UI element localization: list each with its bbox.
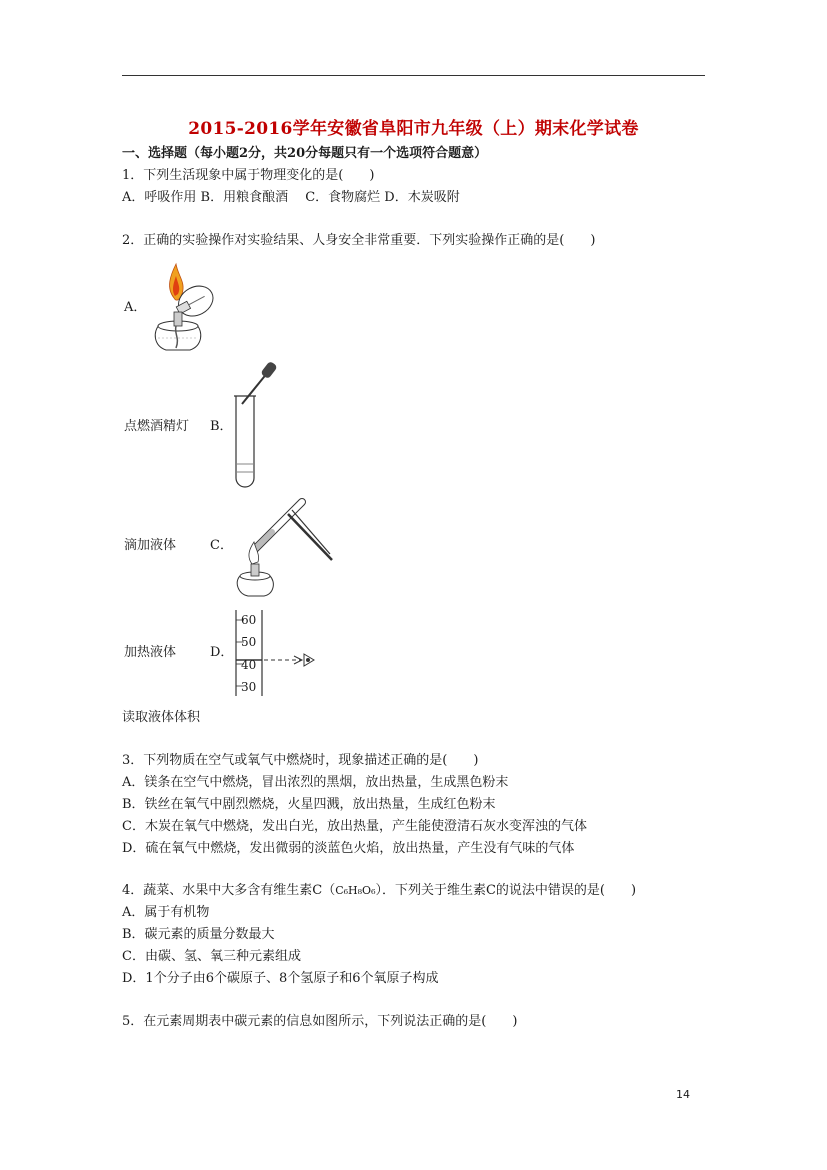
alcohol-lamp-lighting-image — [144, 262, 224, 354]
q2-option-d-caption: 读取液体体积 — [122, 710, 201, 725]
q4-option-b: B．碳元素的质量分数最大 — [122, 927, 275, 942]
q2-stem: 2．正确的实验操作对实验结果、人身安全非常重要．下列实验操作正确的是( ) — [122, 233, 596, 248]
exam-title: 2015-2016学年安徽省阜阳市九年级（上）期末化学试卷 — [188, 119, 639, 139]
cylinder-tick-label: 50 — [241, 635, 257, 649]
page-number: 14 — [676, 1088, 690, 1101]
q2-option-a-caption: 点燃酒精灯 — [124, 419, 190, 434]
q2-option-a-letter: A． — [124, 300, 147, 315]
q3-stem: 3．下列物质在空气或氧气中燃烧时，现象描述正确的是( ) — [122, 753, 479, 768]
q4-stem-post: ）．下列关于维生素C的说法中错误的是( ) — [375, 883, 637, 898]
q3-option-c: C．木炭在氧气中燃烧，发出白光，放出热量，产生能使澄清石灰水变浑浊的气体 — [122, 819, 587, 834]
section-heading: 一、选择题（每小题2分，共20分每题只有一个选项符合题意） — [122, 146, 488, 161]
q3-option-a: A．镁条在空气中燃烧，冒出浓烈的黑烟，放出热量，生成黑色粉末 — [122, 775, 509, 790]
q4-stem — [122, 883, 636, 899]
cylinder-tick-label: 30 — [241, 680, 257, 694]
q2-option-c-caption: 加热液体 — [124, 645, 177, 660]
q3-option-b: B．铁丝在氧气中剧烈燃烧，火星四溅，放出热量，生成红色粉末 — [122, 797, 496, 812]
q2-option-b-caption: 滴加液体 — [124, 538, 177, 553]
q4-option-c: C．由碳、氢、氧三种元素组成 — [122, 949, 301, 964]
q2-option-b-letter: B． — [210, 419, 233, 434]
q4-option-a: A．属于有机物 — [122, 905, 210, 920]
q5-stem: 5．在元素周期表中碳元素的信息如图所示，下列说法正确的是( ) — [122, 1014, 518, 1029]
cylinder-tick-label: 40 — [241, 658, 257, 672]
q1-stem: 1．下列生活现象中属于物理变化的是( ) — [122, 168, 375, 183]
header-rule — [122, 75, 705, 76]
q2-option-c-letter: C． — [210, 538, 233, 553]
cylinder-tick-label: 60 — [241, 613, 257, 627]
q2-option-d-letter: D． — [210, 645, 234, 660]
heating-test-tube-image — [232, 494, 334, 598]
q1-options: A．呼吸作用 B．用粮食酿酒 C．食物腐烂 D．木炭吸附 — [122, 190, 460, 205]
vitamin-c-formula: C₆H₈O₆ — [335, 884, 376, 897]
q3-option-d: D．硫在氧气中燃烧，发出微弱的淡蓝色火焰，放出热量，产生没有气味的气体 — [122, 841, 575, 856]
q4-stem-pre: 4．蔬菜、水果中大多含有维生素C（ — [122, 883, 336, 898]
q4-option-d: D．1个分子由6个碳原子、8个氢原子和6个氧原子构成 — [122, 971, 439, 986]
dropper-test-tube-image — [228, 360, 288, 490]
